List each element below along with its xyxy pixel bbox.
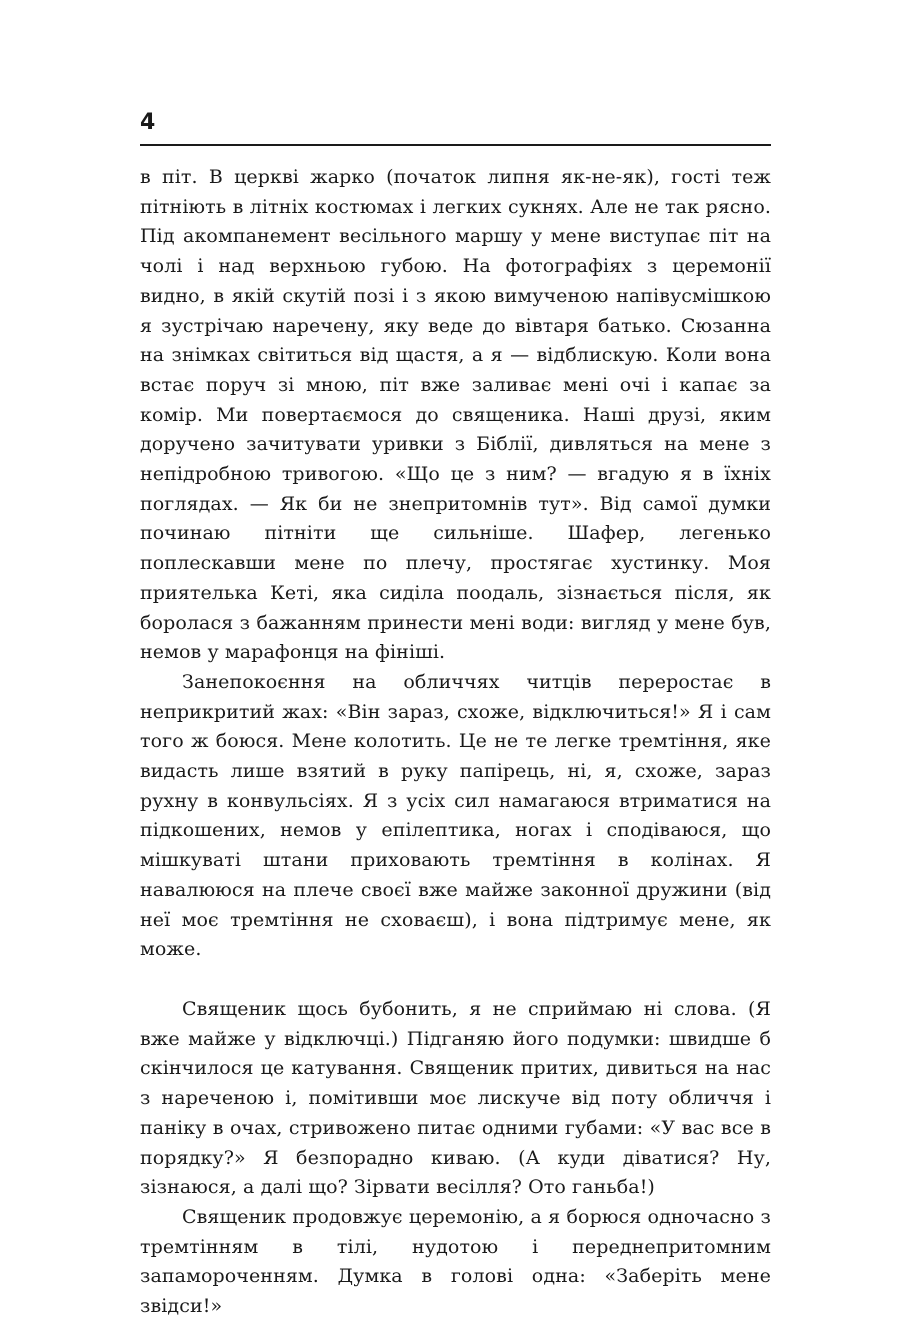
paragraph-2: Занепокоєння на обличчях читців переростає в неприкритий жах: «Він зараз, схоже, відключиться!» Я і сам того ж боюся. Мене колотить. Це не те легке тремтіння, яке видасть лише взятий в руку папірець, ні, я, схоже, зараз рухну в конвульсіях. Я з усіх сил намагаюся втриматися на підкошених, немов у епілептика, ногах і сподіваюся, що мішкуваті штани приховають тремтіння в колінах. Я навалююся на плече своєї вже майже законної дружини (від неї моє тремтіння не сховаєш), і вона підтримує мене, як може. <box>140 670 771 961</box>
paragraph-3: Священик щось бубонить, я не сприймаю ні слова. (Я вже майже у відключці.) Підганяю його подумки: швидше б скінчилося це катування. Священик притих, дивиться на нас з нареченою і, помітивши моє лискуче від поту обличчя і паніку в очах, стривожено питає одними губами: «У вас все в порядку?» Я безпорадно киваю. (А куди діватися? Ну, зізнаюся, а далі що? Зірвати весілля? Ото ганьба!) <box>140 997 771 1199</box>
paragraph-1: в піт. В церкві жарко (початок липня як-не-як), гості теж пітніють в літніх костюмах і легких сукнях. Але не так рясно. Під акомпанемент весільного маршу у мене виступає піт на чолі і над верхньою губою. На фотографіях з церемонії видно, в якій скутій позі і з якою вимученою напівусмішкою я зустрічаю наречену, яку веде до вівтаря батько. Сюзанна на знімках світиться від щастя, а я — відблискую. Коли вона встає поруч зі мною, піт вже заливає мені очі і капає за комір. Ми повертаємося до священика. Наші друзі, яким доручено зачитувати уривки з Біблії, дивляться на мене з непідробною тривогою. «Що це з ним? — вгадую я в їхніх поглядах. — Як би не знепритомнів тут». Від самої думки починаю пітніти ще сильніше. Шафер, легенько поплескавши мене по плечу, простягає хустинку. Моя приятелька Кеті, яка сиділа поодаль, зізнається після, як боролася з бажанням принести мені води: вигляд у мене був, немов у марафонця на фініші. <box>140 166 771 664</box>
paragraph-4: Священик продовжує церемонію, а я борюся одночасно з тремтінням в тілі, нудотою і переднепритомним запамороченням. Думка в голові одна: «Заберіть мене звідси!» <box>140 1205 771 1318</box>
page-body-text <box>140 163 771 1322</box>
header-rule <box>140 144 771 146</box>
page-number: 4 <box>140 110 156 135</box>
